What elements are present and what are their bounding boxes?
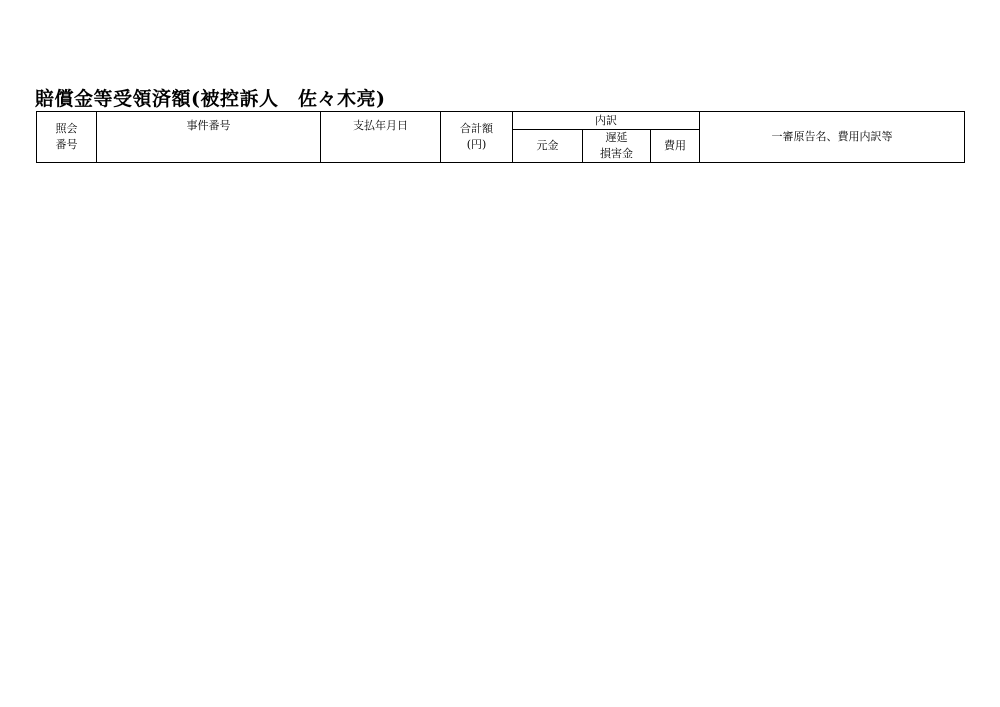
page-title: 賠償金等受領済額(被控訴人 佐々木亮) xyxy=(35,88,386,110)
header-cost: 費用 xyxy=(651,130,700,163)
header-ref-number: 照会 番号 xyxy=(37,112,97,163)
header-payment-date: 支払年月日 xyxy=(321,112,441,163)
header-notes: 一審原告名、費用内訳等 xyxy=(700,112,965,163)
payments-table xyxy=(36,111,965,163)
header-total: 合計額 (円) xyxy=(441,112,513,163)
header-breakdown: 内訳 xyxy=(513,112,700,130)
header-case-number: 事件番号 xyxy=(97,112,321,163)
header-late-damages: 遅延 損害金 xyxy=(583,130,651,163)
header-principal: 元金 xyxy=(513,130,583,163)
